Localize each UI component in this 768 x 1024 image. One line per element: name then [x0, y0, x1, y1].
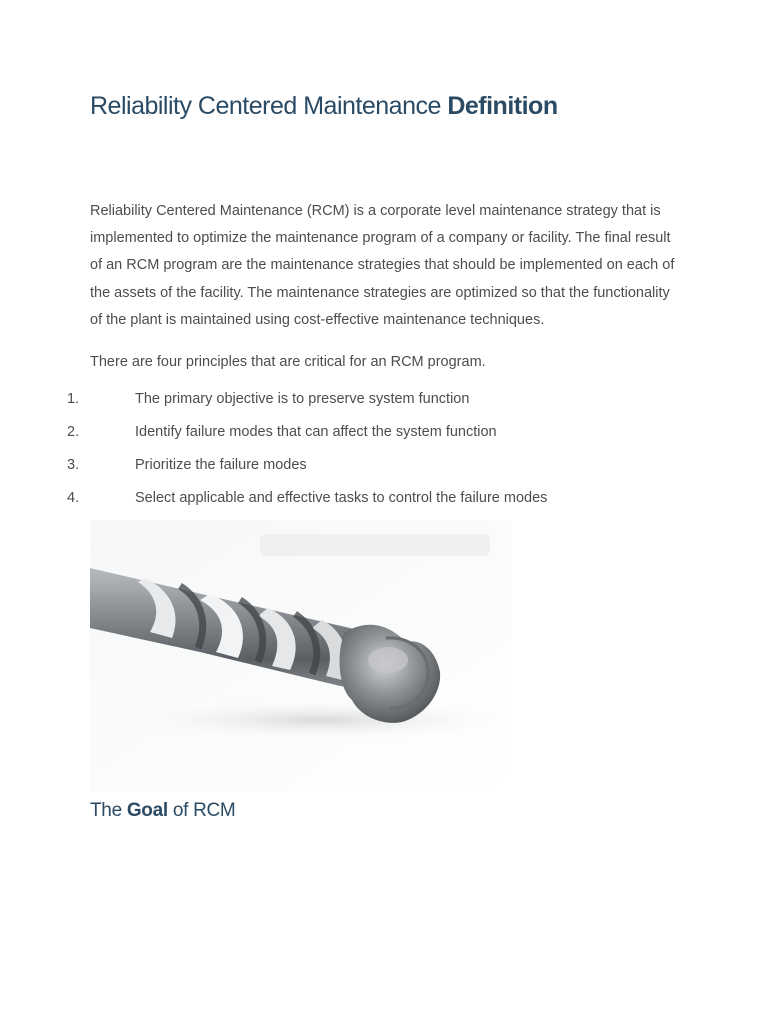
list-number: 2. [67, 424, 80, 440]
list-text: Identify failure modes that can affect the system function [135, 424, 497, 440]
goal-heading-bold: Goal [126, 800, 168, 821]
goal-heading-post: of RCM [167, 800, 236, 821]
drill-bit-photo [90, 520, 512, 792]
list-number: 3. [67, 457, 80, 473]
list-text: Select applicable and effective tasks to control the failure modes [135, 490, 548, 506]
goal-heading [90, 800, 235, 822]
intro-paragraph: Reliability Centered Maintenance (RCM) is a corporate level maintenance strategy that is implemented to optimize the maintenance program of a company or facility. The final result of an RCM program are the maintenance strategies that should be implemented on each of the assets of the facility. The maintenance strategies are optimized so that the functionality of the plant is maintained using cost-effective maintenance techniques. [90, 203, 675, 328]
title-regular: Reliability Centered Maintenance [90, 92, 448, 120]
principles-lead: There are four principles that are critical for an RCM program. [90, 354, 486, 370]
list-number: 4. [67, 490, 80, 506]
list-text: Prioritize the failure modes [135, 457, 307, 473]
goal-heading-pre: The [90, 800, 127, 821]
list-text: The primary objective is to preserve system function [135, 391, 470, 407]
list-number: 1. [67, 391, 80, 407]
page-title [90, 92, 558, 121]
title-bold: Definition [447, 92, 558, 120]
